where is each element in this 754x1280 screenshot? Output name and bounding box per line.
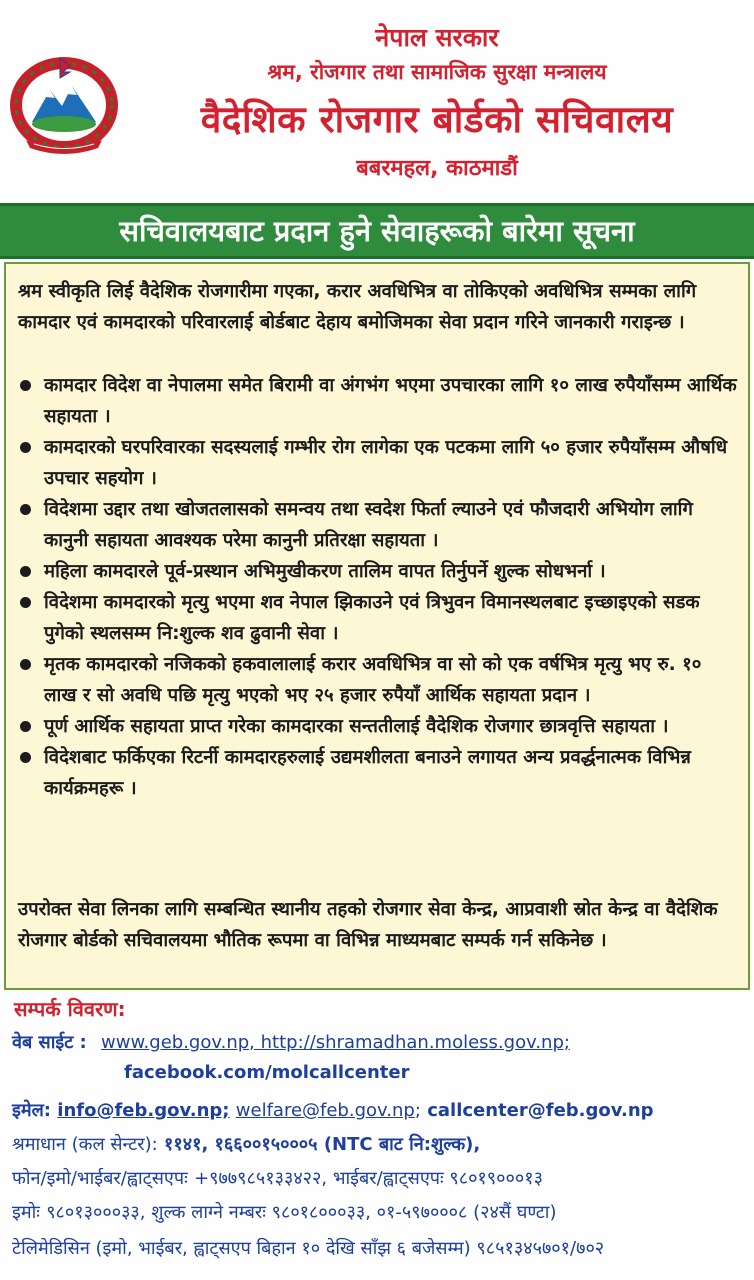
service-list <box>18 370 738 804</box>
telemedicine-text: टेलिमेडिसिन (इमो, भाईबर, ह्वाट्सएप बिहान १० देखि साँझ ६ बजेसम्म) ९८५१३४५७०१/७०२ <box>12 1238 605 1259</box>
list-item <box>18 711 738 742</box>
imo-numbers: ९८०१३०००३३, शुल्क लाग्ने नम्बरः ९८०१८०००३३, ०१-५९७०००८ (२४सैं घण्टा) <box>46 1202 557 1223</box>
phone-label: फोन/इमो/भाईबर/ह्वाट्सएपः <box>12 1168 188 1189</box>
list-item-text: कामदार विदेश वा नेपालमा समेत बिरामी वा अंगभंग भएमा उपचारका लागि १० लाख रुपैयाँसम्म आर्थिक सहायता । <box>44 375 737 427</box>
phone-numbers: +९७७९८५१३३४२२, भाईबर/ह्वाट्सएपः ९८०१९०००१३ <box>194 1168 543 1189</box>
nepal-emblem-icon <box>10 56 118 154</box>
list-item-text: मृतक कामदारको नजिकको हकवालालाई करार अवधिभित्र वा सो को एक वर्षभित्र मृत्यु भए रु. १० लाख र सो अवधि पछि मृत्यु भएको भए २५ हजार रुपैयाँ आर्थिक सहायता प्रदान । <box>44 654 702 706</box>
website-links[interactable]: www.geb.gov.np, http://shramadhan.moless.gov.np; <box>101 1032 570 1053</box>
office-address: बबरमहल, काठमाडौं <box>356 156 518 181</box>
list-item <box>18 370 738 432</box>
ministry-title: श्रम, रोजगार तथा सामाजिक सुरक्षा मन्त्रालय <box>267 60 607 84</box>
shramadhan-row <box>12 1132 480 1156</box>
bullet-dot-icon <box>20 659 31 670</box>
shramadhan-label: श्रमाधान (कल सेन्टर): <box>12 1134 158 1155</box>
contact-title: सम्पर्क विवरण: <box>14 997 126 1021</box>
notice-outro: उपरोक्त सेवा लिनका लागि सम्बन्धित स्थानीय तहको रोजगार सेवा केन्द्र, आप्रवाशी स्रोत केन्द्र वा वैदेशिक रोजगार बोर्डको सचिवालयमा भौतिक रूपमा वा विभिन्न माध्यमबाट सम्पर्क गर्न सकिनेछ । <box>18 899 718 951</box>
board-title: वैदेशिक रोजगार बोर्डको सचिवालय <box>200 98 674 141</box>
bullet-dot-icon <box>20 442 31 453</box>
imo-label: इमोः <box>12 1202 40 1223</box>
list-item <box>18 742 738 804</box>
website-row <box>12 1030 570 1054</box>
list-item-text: पूर्ण आर्थिक सहायता प्राप्त गरेका कामदारका सन्ततीलाई वैदेशिक रोजगार छात्रवृत्ति सहायता । <box>44 716 669 737</box>
banner-title: सचिवालयबाट प्रदान हुने सेवाहरूको बारेमा सूचना <box>119 214 635 248</box>
bullet-dot-icon <box>20 566 31 577</box>
shramadhan-numbers: ११४१, १६६००१५०००५ <box>164 1134 318 1155</box>
notice-body <box>4 262 750 990</box>
email-callcenter-link[interactable]: callcenter@feb.gov.np <box>427 1100 654 1121</box>
notice-banner <box>0 203 754 259</box>
list-item-text: विदेशबाट फर्किएका रिटर्नी कामदारहरुलाई उद्यमशीलता बनाउने लगायत अन्य प्रवर्द्धनात्मक विभिन्न कार्यक्रमहरू । <box>44 747 691 799</box>
bullet-dot-icon <box>20 504 31 515</box>
bullet-dot-icon <box>20 380 31 391</box>
list-item-text: विदेशमा कामदारको मृत्यु भएमा शव नेपाल झिकाउने एवं त्रिभुवन विमानस्थलबाट इच्छाइएको सडक पुगेको स्थलसम्म नि:शुल्क शव ढुवानी सेवा । <box>44 592 700 644</box>
list-item <box>18 587 738 649</box>
bullet-dot-icon <box>20 721 31 732</box>
list-item <box>18 649 738 711</box>
list-item-text: महिला कामदारले पूर्व-प्रस्थान अभिमुखीकरण तालिम वापत तिर्नुपर्ने शुल्क सोधभर्ना । <box>44 561 606 582</box>
shramadhan-note: (NTC बाट नि:शुल्क), <box>323 1134 481 1155</box>
list-item <box>18 432 738 494</box>
email-info-link[interactable]: info@feb.gov.np; <box>57 1100 230 1121</box>
telemedicine-row <box>12 1236 604 1260</box>
facebook-link[interactable]: facebook.com/molcallcenter <box>124 1062 410 1083</box>
government-title: नेपाल सरकार <box>375 23 499 52</box>
email-welfare-link[interactable]: welfare@feb.gov.np <box>235 1100 415 1121</box>
facebook-row <box>124 1062 409 1083</box>
imo-row <box>12 1200 556 1224</box>
header <box>0 0 754 200</box>
list-item-text: कामदारको घरपरिवारका सदस्यलाई गम्भीर रोग लागेका एक पटकमा लागि ५० हजार रुपैयाँसम्म औषधि उपचार सहयोग । <box>44 437 728 489</box>
email-row <box>12 1098 654 1122</box>
email-label: इमेल: <box>12 1100 52 1121</box>
email-separator: ; <box>414 1100 421 1121</box>
phone-row <box>12 1166 543 1190</box>
list-item <box>18 494 738 556</box>
list-item <box>18 556 738 587</box>
website-label: वेब साईट : <box>12 1032 87 1053</box>
bullet-dot-icon <box>20 752 31 763</box>
list-item-text: विदेशमा उद्दार तथा खोजतलासको समन्वय तथा स्वदेश फिर्ता ल्याउने एवं फौजदारी अभियोग लागि कानुनी सहायता आवश्यक परेमा कानुनी प्रतिरक्षा सहायता । <box>44 499 693 551</box>
bullet-dot-icon <box>20 597 31 608</box>
notice-intro: श्रम स्वीकृति लिई वैदेशिक रोजगारीमा गएका, करार अवधिभित्र वा तोकिएको अवधिभित्र सम्मका लागि कामदार एवं कामदारको परिवारलाई बोर्डबाट देहाय बमोजिमका सेवा प्रदान गरिने जानकारी गराइन्छ । <box>18 281 697 333</box>
